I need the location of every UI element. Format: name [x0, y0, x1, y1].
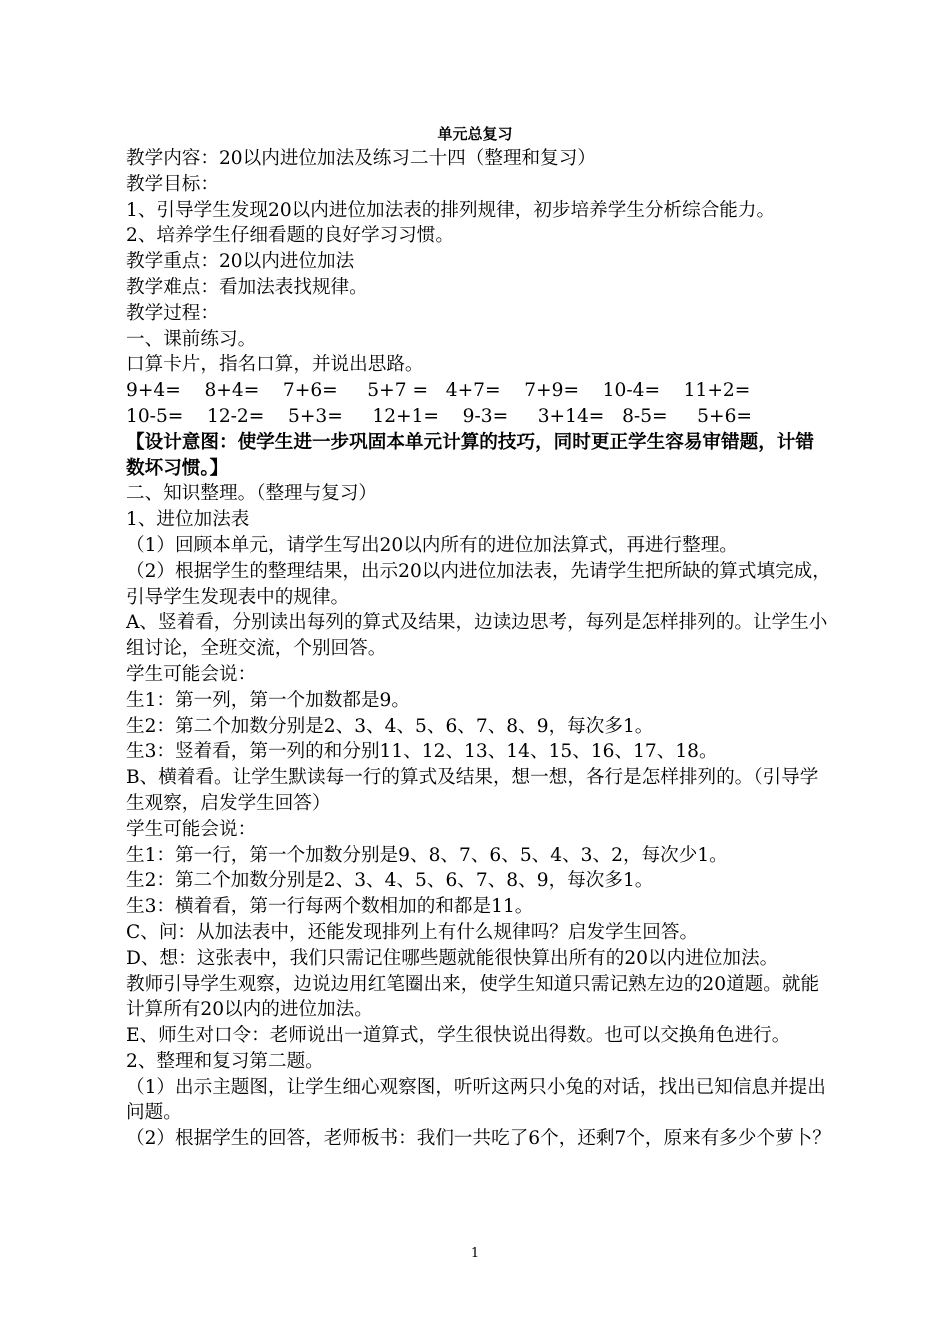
paragraph: 1、引导学生发现20以内进位加法表的排列规律，初步培养学生分析综合能力。 [126, 199, 776, 221]
paragraph: 教学内容：20以内进位加法及练习二十四（整理和复习） [126, 148, 596, 169]
document-title: 单元总复习 [437, 125, 513, 143]
paragraph: 一、课前练习。 [126, 328, 257, 350]
paragraph: 生2：第二个加数分别是2、3、4、5、6、7、8、9，每次多1。 [126, 715, 654, 737]
document-body [126, 146, 831, 1152]
paragraph: B、横着看。让学生默读每一行的算式及结果，想一想，各行是怎样排列的。（引导学生观察，启发学生回答） [126, 767, 819, 814]
math-exercise-row: 10-5= 12-2= 5+3= 12+1= 9-3= 3+14= 8-5= 5+6= [126, 405, 752, 427]
paragraph: 2、培养学生仔细看题的良好学习习惯。 [126, 225, 454, 247]
page-number: 1 [470, 1246, 480, 1261]
paragraph: （1）出示主题图，让学生细心观察图，听听这两只小兔的对话，找出已知信息并提出问题。 [126, 1076, 826, 1124]
paragraph: 学生可能会说： [126, 663, 257, 685]
paragraph: （1）回顾本单元，请学生写出20以内所有的进位加法算式，再进行整理。 [126, 534, 738, 556]
paragraph: 生2：第二个加数分别是2、3、4、5、6、7、8、9，每次多1。 [126, 870, 654, 892]
paragraph: （2）根据学生的回答，老师板书：我们一共吃了6个，还剩7个，原来有多少个萝卜？ [126, 1128, 831, 1150]
math-exercise-row: 9+4= 8+4= 7+6= 5+7 = 4+7= 7+9= 10-4= 11+2= [126, 380, 751, 402]
paragraph: 生1：第一行，第一个加数分别是9、8、7、6、5、4、3、2，每次少1。 [126, 844, 728, 866]
paragraph: 教学过程： [126, 302, 219, 324]
paragraph: C、问：从加法表中，还能发现排列上有什么规律吗？启发学生回答。 [126, 921, 699, 943]
paragraph: 教师引导学生观察，边说边用红笔圈出来，使学生知道只需记熟左边的20道题。就能计算所有20以内的进位加法。 [126, 973, 820, 1021]
paragraph: 生3：竖着看，第一列的和分别11、12、13、14、15、16、17、18。 [126, 741, 718, 763]
paragraph: E、师生对口令：老师说出一道算式，学生很快说出得数。也可以交换角色进行。 [126, 1025, 791, 1047]
paragraph: D、想：这张表中，我们只需记住哪些题就能很快算出所有的20以内进位加法。 [126, 947, 779, 969]
design-intent-note: 【设计意图：使学生进一步巩固本单元计算的技巧，同时更正学生容易审错题，计错数坏习惯。】 [126, 431, 814, 479]
paragraph: 二、知识整理。（整理与复习） [126, 483, 378, 505]
paragraph: A、竖着看，分别读出每列的算式及结果，边读边思考，每列是怎样排列的。让学生小组讨论，全班交流，个别回答。 [126, 612, 828, 660]
paragraph: 生1：第一列，第一个加数都是9。 [126, 689, 410, 711]
paragraph: 学生可能会说： [126, 818, 257, 840]
paragraph: （2）根据学生的整理结果，出示20以内进位加法表，先请学生把所缺的算式填完成，引导学生发现表中的规律。 [126, 560, 831, 608]
paragraph: 教学难点：看加法表找规律。 [126, 276, 368, 298]
paragraph: 生3：横着看，第一行每两个数相加的和都是11。 [126, 896, 534, 918]
paragraph: 教学重点：20以内进位加法 [126, 251, 355, 273]
paragraph: 教学目标： [126, 173, 219, 195]
paragraph: 口算卡片，指名口算，并说出思路。 [126, 354, 424, 376]
paragraph: 1、进位加法表 [126, 509, 250, 531]
paragraph: 2、整理和复习第二题。 [126, 1050, 324, 1072]
